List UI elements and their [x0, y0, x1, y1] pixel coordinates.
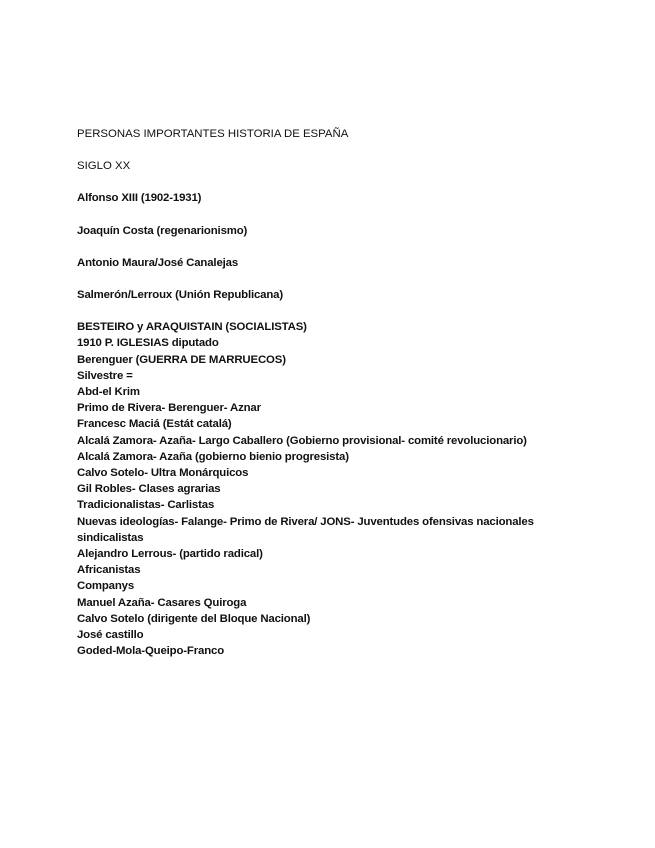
- section-heading: Salmerón/Lerroux (Unión Republicana): [77, 289, 283, 302]
- section-heading: Alfonso XIII (1902-1931): [77, 192, 202, 205]
- list-item: Calvo Sotelo- Ultra Monárquicos: [77, 467, 249, 480]
- list-item: Manuel Azaña- Casares Quiroga: [77, 596, 247, 609]
- list-item: Tradicionalistas- Carlistas: [77, 499, 215, 512]
- spacer: [77, 207, 557, 223]
- spacer: [77, 174, 557, 190]
- document-page: [77, 126, 557, 659]
- spacer: [77, 239, 557, 255]
- list-item: José castillo: [77, 629, 144, 642]
- spacer: [77, 271, 557, 287]
- document-subtitle: SIGLO XX: [77, 160, 131, 173]
- list-item: Africanistas: [77, 564, 141, 577]
- section-heading: Antonio Maura/José Canalejas: [77, 256, 239, 269]
- list-item: Berenguer (GUERRA DE MARRUECOS): [77, 353, 286, 366]
- section-heading: Joaquín Costa (regenarionismo): [77, 224, 248, 237]
- list-item: Silvestre =: [77, 369, 133, 382]
- list-item: Nuevas ideologías- Falange- Primo de Rivera/ JONS- Juventudes ofensivas nacionales sindicalistas: [77, 515, 534, 544]
- list-item: Alejandro Lerrous- (partido radical): [77, 548, 263, 561]
- list-item: Abd-el Krim: [77, 386, 140, 399]
- spacer: [77, 142, 557, 158]
- list-item: BESTEIRO y ARAQUISTAIN (SOCIALISTAS): [77, 321, 307, 334]
- list-item: Francesc Maciá (Estát catalá): [77, 418, 232, 431]
- list-item: Alcalá Zamora- Azaña- Largo Caballero (Gobierno provisional- comité revolucionario): [77, 434, 527, 447]
- list-item: 1910 P. IGLESIAS diputado: [77, 337, 219, 350]
- list-item: Calvo Sotelo (dirigente del Bloque Nacional): [77, 612, 311, 625]
- list-item: Goded-Mola-Queipo-Franco: [77, 645, 225, 658]
- spacer: [77, 303, 557, 319]
- list-item: Alcalá Zamora- Azaña (gobierno bienio progresista): [77, 450, 349, 463]
- list-item: Primo de Rivera- Berenguer- Aznar: [77, 402, 261, 415]
- document-title: PERSONAS IMPORTANTES HISTORIA DE ESPAÑA: [77, 128, 349, 140]
- list-item: Companys: [77, 580, 135, 593]
- list-item: Gil Robles- Clases agrarias: [77, 483, 221, 496]
